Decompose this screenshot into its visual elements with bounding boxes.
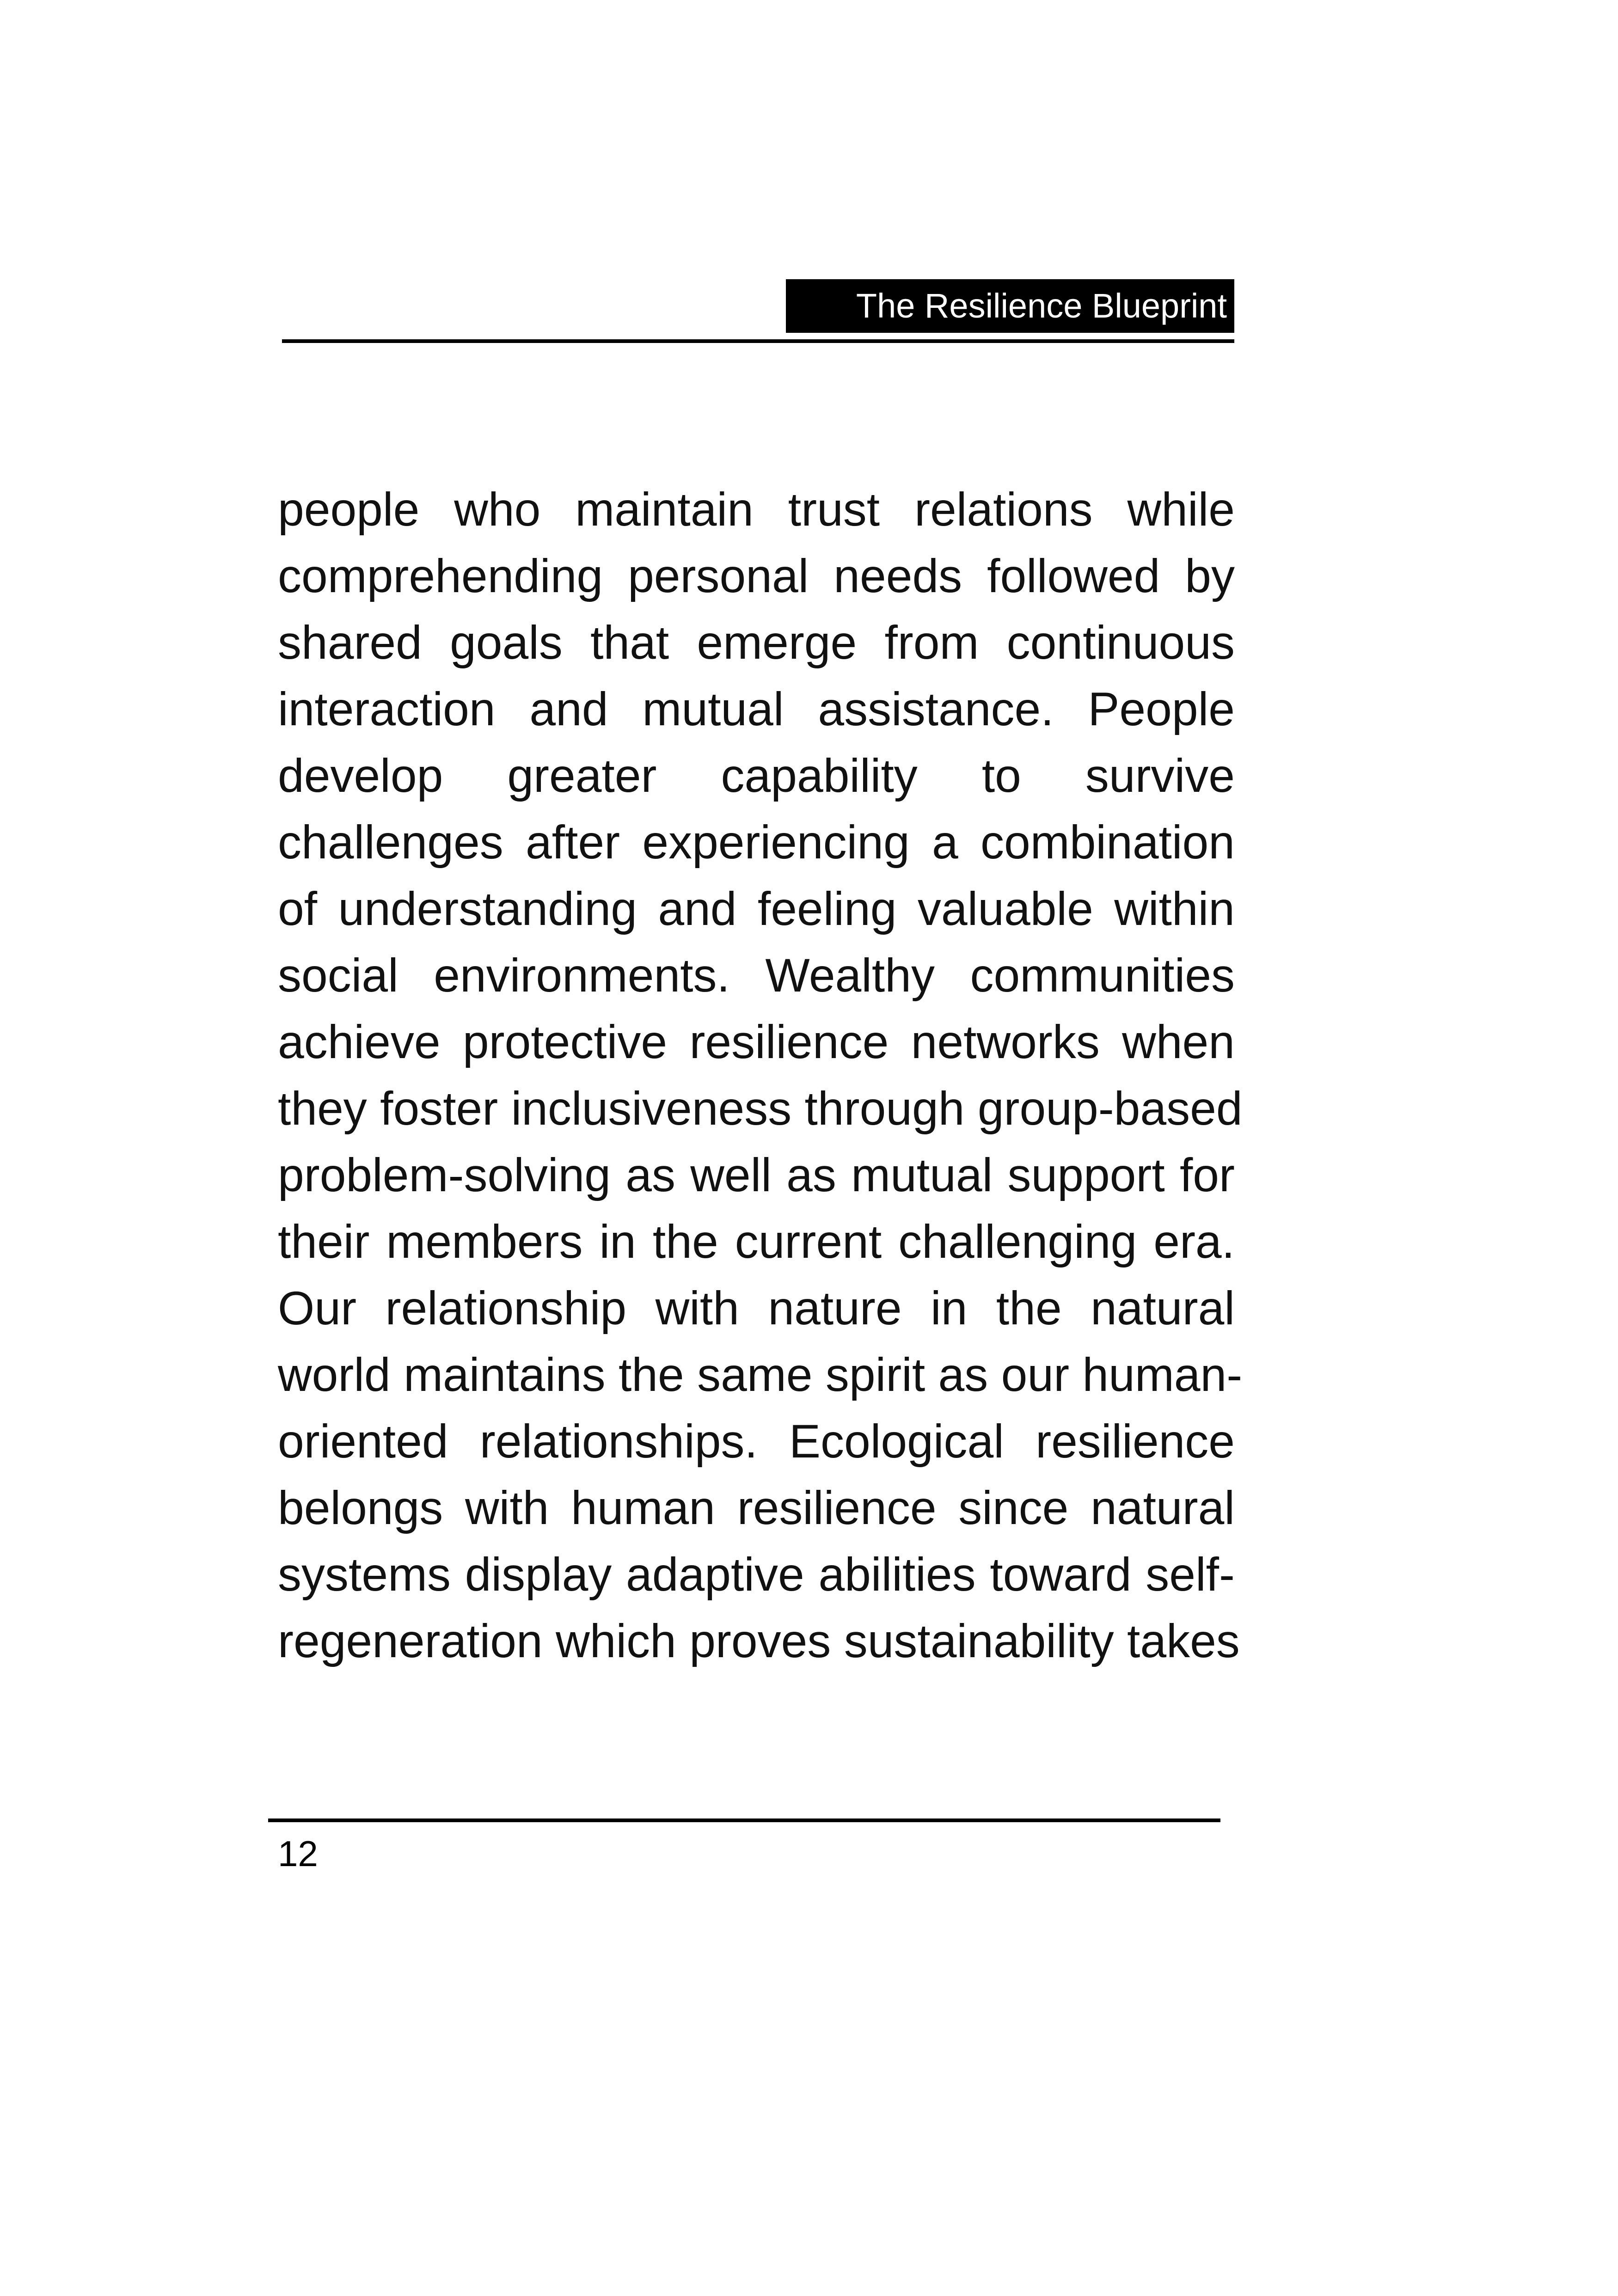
body-line: systems display adaptive abilities toward self- <box>278 1548 1235 1601</box>
body-line: belongs with human resilience since natural <box>278 1482 1235 1534</box>
body-line: regeneration which proves sustainability takes <box>278 1615 1240 1667</box>
body-paragraph <box>278 476 1243 1674</box>
body-line: people who maintain trust relations while <box>278 483 1235 536</box>
body-line: they foster inclusiveness through group-based <box>278 1082 1243 1135</box>
body-line: interaction and mutual assistance. People <box>278 683 1235 735</box>
body-line: social environments. Wealthy communities <box>278 949 1235 1002</box>
footer-rule <box>268 1818 1220 1822</box>
running-header-title: The Resilience Blueprint <box>786 279 1234 333</box>
body-line: oriented relationships. Ecological resilience <box>278 1415 1235 1468</box>
body-line: Our relationship with nature in the natural <box>278 1282 1235 1335</box>
body-line: shared goals that emerge from continuous <box>278 616 1235 669</box>
body-line: develop greater capability to survive <box>278 749 1235 802</box>
body-line: of understanding and feeling valuable within <box>278 882 1235 935</box>
body-line: achieve protective resilience networks when <box>278 1016 1235 1068</box>
page-number: 12 <box>278 1833 318 1874</box>
body-line: their members in the current challenging era. <box>278 1215 1235 1268</box>
header-rule <box>282 339 1234 343</box>
body-line: world maintains the same spirit as our human- <box>278 1348 1243 1401</box>
body-line: challenges after experiencing a combination <box>278 816 1235 869</box>
body-line: comprehending personal needs followed by <box>278 550 1235 602</box>
body-line: problem-solving as well as mutual support for <box>278 1149 1235 1201</box>
